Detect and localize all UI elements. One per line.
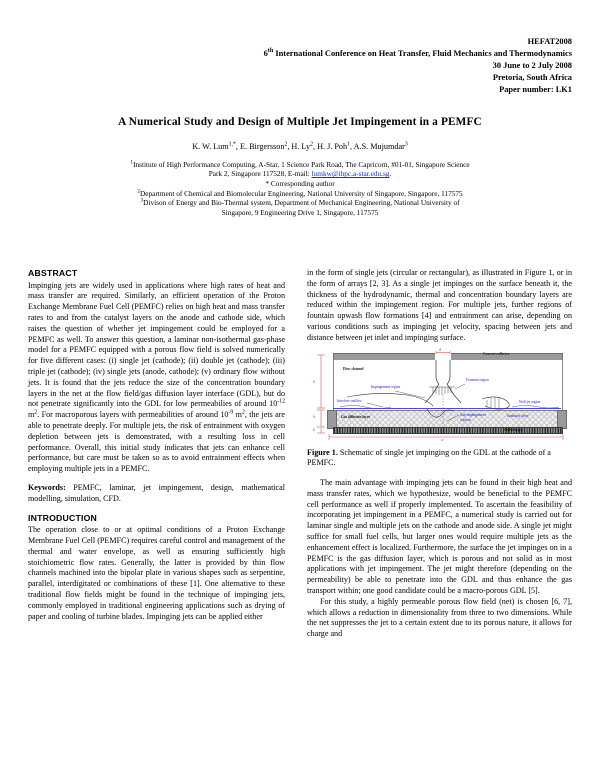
introduction-paragraph-4: For this study, a highly permeable porous flow field (net) is chosen [6, 7], which allows a reduction in dimensionality from three to two dimensions. While the net suppresses the jet to a certain extent due to its porous nature, it allows for charge and [307,596,572,639]
right-column [307,268,572,640]
page-title: A Numerical Study and Design of Multiple Jet Impingement in a PEMFC [118,115,482,128]
affiliation-2-marker: 2 [137,188,140,195]
introduction-paragraph-1: The operation close to or at optimal conditions of a Proton Exchange Membrane Fuel Cell (PEMFC) requires careful control and management of the thermal and water envelope, as well as ensuring sufficiently high stoichiometric flow rates. Generally, the latter is provided by thin flow channels machined into the bipolar plate in various shapes such as serpentine, parallel, interdigitated or combinations of these [1]. One alternative to these traditional flow fields might be found in the technique of impinging jets, commonly employed in traditional engineering applications such as drying of paper and cooling of turbine blades. Impinging jets can be applied either [28,525,285,621]
figure-label-sub-impingement: Sub-impingement [460,412,486,417]
left-column [28,268,285,640]
figure-1 [307,346,572,470]
figure-1-caption [307,448,572,470]
figure-dimension-ha: h [313,426,315,432]
conference-dates: 30 June to 2 July 2008 [492,60,572,70]
author-list [28,142,572,151]
affiliation-3-line-1 [28,198,572,208]
introduction-paragraph-3: The main advantage with impinging jets can be found in their high heat and mass transfer rates, which we hypothesize, would be beneficial to the PEMFC cell performance as well if properly implemented. To ascertain the feasibility of incorporating jet impingement in a PEMFC, a numerical study is carried out for laminar single and multiple jets on the cathode and anode side. A single jet might suffice for small fuel cells, but larger ones would require multiple jets as the enhancement effect is localized. Furthermore, the surface the jet impinges on in a PEMFC is the gas diffusion layer, which is porous and not solid as in most applications with jet impingement. The jet might therefore (depending on the permeability) be able to penetrate into the GDL and thus enhance the gas transport within; one good candidate could be a macro-porous GDL [5]. [307,478,572,596]
figure-label-gas-diffusion-layer: Gas diffusion layer [341,414,371,419]
conference-id: HEFAT2008 [527,37,572,46]
figure-1-caption-text: Schematic of single jet impinging on the GDL at the cathode of a PEMFC. [307,447,551,468]
abstract-exponent-2: 2 [34,409,38,416]
abstract-part-2: m [28,410,35,420]
figure-dimension-hg: h [313,413,315,419]
affiliation-3-text: Divison of Energy and Bio-Thermal system, Department of Mechanical Engineering, National University of [143,198,460,208]
abstract-part-5: , the jets are able to penetrate deeply. For multiple jets, the risk of entrainment with oxygen depletion between jets is demonstrated, with a resulting loss in cell performance. Overall, this initial study indicates that jets can enhance cell performance, but care must be taken so as to avoid entrainment effects when employing multiple jets in a PEMFC. [28,410,285,474]
abstract-exponent-3: -9 [228,409,234,416]
figure-label-fountain-region: Fountain region [466,377,489,382]
author-2: , E. Birgersson [235,141,285,151]
abstract-part-3: . For macroporous layers with permeabilities of around 10 [37,410,229,420]
figure-dimension-h: h [313,378,315,384]
figure-1-schematic [307,346,572,443]
author-5: , A.S. Mujumdar [350,141,405,151]
body-columns [28,268,572,640]
corresponding-email-link[interactable]: lumkw@ihpc.a-star.edu.sg [311,169,390,179]
figure-dimension-w: w [441,436,444,442]
author-4-affiliation-marker: 1 [347,140,351,147]
author-1: K. W. Lum [192,141,229,151]
introduction-paragraph-2: in the form of single jets (circular or rectangular), as illustrated in Figure 1, or in the form of arrays [2, 3]. As a single jet impinges on the surface beneath it, the thickness of the hydrodynamic, thermal and concentration boundary layers are reduced within the impingement region. For multiple jets, further regions of fountain upwash flow formations [4] and entrainment can arise, depending on various conditions such as impinging jet velocity, spacing between jets and distance between jet inlet and impinging surface. [307,268,572,342]
figure-label-impingement-region: Impingement region [371,384,401,389]
affiliation-1-line-2 [28,169,572,179]
affiliation-1-text: Institute of High Performance Computing, A-Star, 1 Science Park Road, The Capricorn, #01-01, Singapore Science [133,159,470,169]
figure-label-active-layer: Active layer [504,427,523,432]
author-5-affiliation-marker: 3 [404,140,408,147]
conference-name-ordinal: th [267,47,274,55]
abstract-paragraph [28,281,285,475]
keywords-text: PEMFC, laminar, jet impingement, design, mathematical modelling, simulation, CFD. [28,482,285,503]
figure-label-interface-outflow: Interface outflow [337,398,362,403]
affiliations-block [28,160,572,218]
author-4: , H. J. Poh [312,141,348,151]
affiliation-1-line2-post: . [389,169,392,179]
spacer [28,505,285,513]
affiliation-1-marker: 1 [130,159,134,166]
introduction-heading: INTRODUCTION [28,512,97,523]
figure-dimension-d: d [439,346,441,352]
figure-label-current-collector: Current collector [483,351,510,356]
keywords-label: Keywords: [28,482,66,492]
abstract-exponent-1: -12 [277,398,285,405]
abstract-exponent-4: 2 [241,409,245,416]
conference-location: Pretoria, South Africa [492,72,572,82]
abstract-part-1: Impinging jets are widely used in applications where high rates of heat and mass transfer are required. Similarly, an efficient operation of the Proton Exchange Membrane Fuel Cell (PEMFC) relies on high heat and mass transfer rates to and from the catalyst layers on the anode and cathode side, which raises the question of whether jet impingement could be employed for a PEMFC as well. To answer this question, a laminar non-isothermal gas-phase model for a PEMFC equipped with a porous flow field is solved numerically for five different cases: (i) single jet (cathode); (ii) double jet (cathode); (iii) triple jet (cathode); (iv) single jets (anode, cathode); (v) ordinary flow without jets. It is found that the jets reduce the size of the concentration boundary layers in the net at the flow field/gas diffusion layer interface (GDL), but do not penetrate significantly into the GDL for low permeabilies of around 10 [28,280,285,409]
figure-label-sub-impingement-contour: contour [460,417,471,422]
conference-header [28,30,572,96]
abstract-heading: ABSTRACT [28,268,78,278]
affiliation-3-marker: 3 [140,198,144,204]
figure-label-wall-jet-region: Wall jet region [519,399,541,404]
paper-number: Paper number: LK1 [499,84,572,94]
affiliation-2 [28,189,572,199]
affiliation-1-line2-pre: Park 2, Singapore 117528, E-mail: [208,169,312,179]
author-2-affiliation-marker: 2 [284,140,288,147]
affiliation-1-line-1 [28,160,572,170]
figure-1-caption-label: Figure 1. [307,447,338,457]
author-3: , H. Ly [287,141,311,151]
author-3-affiliation-marker: 2 [310,140,313,147]
figure-label-boundary-layer: boundary layer [507,413,529,418]
figure-dimension-lines [307,351,572,443]
conference-name-pre: 6 [263,48,268,58]
figure-label-flow-channel: Flow channel [343,366,364,371]
conference-name [28,48,572,60]
keywords-line [28,483,285,505]
affiliation-2-text: Department of Chemical and Biomolecular Engineering, National University of Singapore, Singapore, 117575 [139,188,463,198]
affiliation-3-line-2: Singapore, 9 Engineering Drive 1, Singapore, 117575 [221,208,379,218]
conference-name-post: International Conference on Heat Transfer, Fluid Mechanics and Thermodynamics [273,48,572,58]
abstract-part-4: m [233,410,242,420]
author-1-affiliation-marker: 1,* [228,140,236,147]
corresponding-author-note: * Corresponding author [265,179,335,189]
spacer [28,475,285,483]
